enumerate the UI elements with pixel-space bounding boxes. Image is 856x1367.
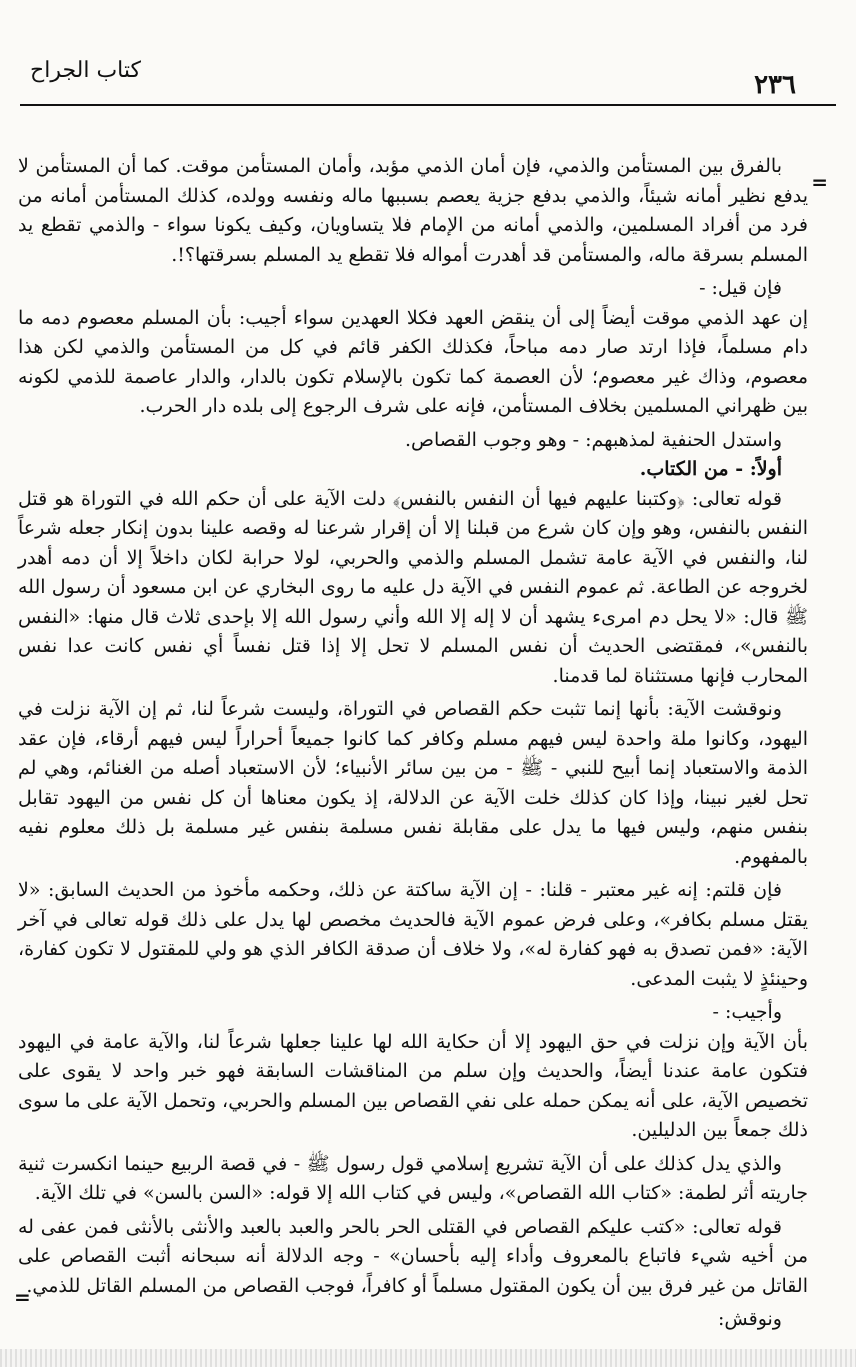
margin-mark-top: = — [811, 170, 828, 194]
paragraph: ونوقش: — [718, 1308, 782, 1330]
paragraph: قوله تعالى: ﴿وكتبنا عليهم فيها أن النفس بالنفس﴾ دلت الآية على أن حكم الله في التوراة هو قتل النفس بالنفس، وهو وإن كان شرع من قبلنا إلا أن إقرار شرعنا له وقصه علينا بدون إنكار جعله شرعاً لنا، والنفس في الآية عامة تشمل المسلم والذمي والحربي، لولا حرابة لكان داخلاً إلا أن دمه أهدر لخروجه عن الطاعة. ثم عموم النفس في الآية دل عليه ما روى البخاري عن ابن مسعود أن رسول الله ﷺ قال: «لا يحل دم امرىء يشهد أن لا إله إلا الله وأني رسول الله إلا بإحدى ثلاث قال منها: «النفس بالنفس»، فمقتضى الحديث أن نفس المسلم لا تحل إلا إذا قتل نفساً أي نفس كانت عدا نفس المحارب فإنها مستثناة لما قدمنا. — [18, 487, 808, 687]
paragraph: قوله تعالى: «كتب عليكم القصاص في القتلى الحر بالحر والعبد بالعبد والأنثى بالأنثى فمن عفى له من أخيه شيء فاتباع بالمعروف وأداء إليه بأحسان» - وجه الدلالة أنه سبحانه أثبت القصاص على القاتل من غير فرق بين أن يكون المقتول مسلماً أو كافراً، فوجب القصاص من المسلم القاتل للذمي. — [18, 1215, 808, 1297]
page-number: ٢٣٦ — [754, 70, 796, 100]
paragraph: إن عهد الذمي موقت أيضاً إلى أن ينقض العهد فكلا العهدين سواء أجيب: بأن المسلم معصوم دمه ما دام مسلماً، فإذا ارتد صار دمه مباحاً، فكذلك الكفر قائم في كل من المستأمن والذمي لكن هذا معصوم، وذاك غير معصوم؛ لأن العصمة كما تكون بالإسلام تكون بالدار، والدار عاصمة للذمي لكونه بين ظهراني المسلمين بخلاف المستأمن، فإنه على شرف الرجوع إلى بلده دار الحرب. — [18, 306, 808, 417]
running-header-title: كتاب الجراح — [30, 58, 141, 83]
paragraph: فإن قلتم: إنه غير معتبر - قلنا: - إن الآية ساكتة عن ذلك، وحكمه مأخوذ من الحديث السابق: «لا يقتل مسلم بكافر»، وعلى فرض عموم الآية فالحديث مخصص لها يدل على ذلك قوله تعالى في آخر الآية: «فمن تصدق به فهو كفارة له»، ولا خلاف أن صدقة الكافر الذي هو ولي للمقتول لا تكون كفارة، وحينئذٍ لا يثبت المدعى. — [18, 879, 808, 990]
section-heading: أولاً: - من الكتاب. — [639, 458, 782, 480]
paragraph: واستدل الحنفية لمذهبهم: - وهو وجوب القصاص. — [404, 428, 782, 451]
paragraph: والذي يدل كذلك على أن الآية تشريع إسلامي قول رسول ﷺ - في قصة الربيع حينما انكسرت ثنية جاريته أثر لطمة: «كتاب الله القصاص»، وليس في كتاب الله إلا قوله: «السن بالسن» في تلك الآية. — [18, 1152, 808, 1204]
paragraph: بالفرق بين المستأمن والذمي، فإن أمان الذمي مؤبد، وأمان المستأمن موقت. كما أن المستأمن لا يدفع نظير أمانه شيئاً، والذمي بدفع جزية يعصم بسببها ماله ونفسه وولده، كذلك المستأمن أمانه من فرد من أفراد المسلمين، والذمي أمانه من الإمام فلا يتساويان، وكيف يكونا سواء - والذمي تقطع يد المسلم بسرقة ماله، والمستأمن قد أهدرت أمواله فلا تقطع يد المسلم بسرقتها؟!. — [18, 155, 808, 266]
margin-mark-bottom: = — [14, 1285, 31, 1309]
header-rule — [20, 104, 836, 106]
paragraph: ونوقشت الآية: بأنها إنما تثبت حكم القصاص في التوراة، وليست شرعاً لنا، ثم إن الآية نزلت في اليهود، وكانوا ملة واحدة ليس فيهم مسلم وكافر كما كانوا جميعاً أحراراً ليس فيهم أرقاء، فإن عقد الذمة والاستعباد إنما أبيح للنبي - ﷺ - من بين سائر الأنبياء؛ لأن الاستعباد أصله من الغنائم، وهي لم تحل لغير نبينا، وإذا كان كذلك خلت الآية عن الدلالة، إذ يكون معناها أن كل نفس من اليهود تقابل بنفس منهم، وليس فيها ما يدل على مقابلة نفس مسلمة بنفس غير مسلمة بل ذلك معلوم نفيه بالمفهوم. — [18, 698, 808, 868]
paragraph: بأن الآية وإن نزلت في حق اليهود إلا أن حكاية الله لها علينا جعلها شرعاً لنا، والآية عامة في اليهود فتكون عامة عندنا أيضاً، والحديث وإن سلم من المناقشات السابقة فهو خبر واحد لا يقوى على تخصيص الآية، على أنه يمكن حمله على نفي القصاص بين المسلم والحربي، وتحمل الآية على ما سوى ذلك جمعاً بين الدليلين. — [18, 1030, 808, 1141]
paragraph: فإن قيل: - — [699, 277, 782, 299]
scan-edge — [0, 1349, 856, 1367]
paragraph: وأجيب: - — [712, 1001, 782, 1023]
body-text — [18, 152, 808, 1335]
